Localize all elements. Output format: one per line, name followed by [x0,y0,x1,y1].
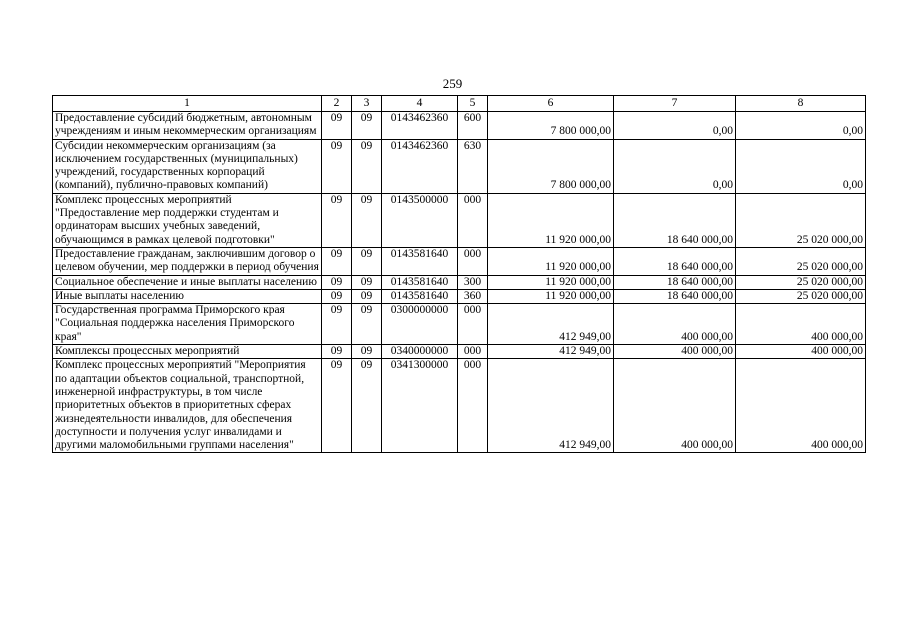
table-row [53,139,866,193]
cell-c5: 000 [458,304,488,345]
cell-c4: 0143462360 [382,112,458,140]
cell-c6: 11 920 000,00 [488,275,614,289]
row-name: Предоставление субсидий бюджетным, автономным учреждениям и иным некоммерческим организациям [53,112,322,140]
cell-c2: 09 [322,275,352,289]
cell-c7: 0,00 [614,139,736,193]
table-row [53,247,866,275]
column-header: 8 [736,96,866,112]
cell-c2: 09 [322,193,352,247]
table-row [53,345,866,359]
cell-c3: 09 [352,289,382,303]
table-row [53,359,866,453]
cell-c2: 09 [322,359,352,453]
row-name: Социальное обеспечение и иные выплаты населению [53,275,322,289]
cell-c4: 0143581640 [382,275,458,289]
cell-c2: 09 [322,112,352,140]
cell-c8: 0,00 [736,112,866,140]
cell-c3: 09 [352,112,382,140]
cell-c3: 09 [352,193,382,247]
cell-c5: 000 [458,193,488,247]
cell-c6: 11 920 000,00 [488,289,614,303]
row-name: Комплекс процессных мероприятий "Мероприятия по адаптации объектов социальной, транспортной, инженерной инфраструктуры, в том числе приоритетных объектов в приоритетных сферах жизнедеятельности инвалидов, для обеспечения доступности и получения услуг инвалидами и другими маломобильными группами населения" [53,359,322,453]
header-row [53,96,866,112]
cell-c6: 11 920 000,00 [488,247,614,275]
cell-c8: 400 000,00 [736,345,866,359]
cell-c6: 412 949,00 [488,359,614,453]
page-number: 259 [442,76,463,91]
cell-c8: 0,00 [736,139,866,193]
cell-c7: 18 640 000,00 [614,275,736,289]
cell-c4: 0300000000 [382,304,458,345]
cell-c8: 400 000,00 [736,359,866,453]
cell-c5: 000 [458,247,488,275]
column-header: 1 [53,96,322,112]
cell-c3: 09 [352,359,382,453]
cell-c2: 09 [322,139,352,193]
cell-c8: 25 020 000,00 [736,247,866,275]
cell-c6: 412 949,00 [488,304,614,345]
column-header: 7 [614,96,736,112]
cell-c3: 09 [352,247,382,275]
cell-c7: 18 640 000,00 [614,193,736,247]
cell-c4: 0143462360 [382,139,458,193]
cell-c4: 0143581640 [382,247,458,275]
cell-c7: 400 000,00 [614,304,736,345]
cell-c7: 400 000,00 [614,359,736,453]
table-row [53,304,866,345]
cell-c4: 0341300000 [382,359,458,453]
cell-c2: 09 [322,304,352,345]
column-header: 5 [458,96,488,112]
cell-c2: 09 [322,345,352,359]
cell-c5: 360 [458,289,488,303]
cell-c3: 09 [352,275,382,289]
table-row [53,289,866,303]
column-header: 3 [352,96,382,112]
cell-c8: 25 020 000,00 [736,275,866,289]
cell-c6: 7 800 000,00 [488,112,614,140]
cell-c7: 400 000,00 [614,345,736,359]
cell-c7: 18 640 000,00 [614,289,736,303]
cell-c3: 09 [352,139,382,193]
row-name: Комплекс процессных мероприятий "Предоставление мер поддержки студентам и ординаторам высших учебных заведений, обучающимся в рамках целевой подготовки" [53,193,322,247]
column-header: 2 [322,96,352,112]
row-name: Комплексы процессных мероприятий [53,345,322,359]
cell-c4: 0143581640 [382,289,458,303]
cell-c6: 412 949,00 [488,345,614,359]
cell-c5: 600 [458,112,488,140]
cell-c3: 09 [352,345,382,359]
cell-c2: 09 [322,289,352,303]
row-name: Государственная программа Приморского края "Социальная поддержка населения Приморского края" [53,304,322,345]
table-row [53,275,866,289]
table-row [53,112,866,140]
cell-c7: 0,00 [614,112,736,140]
cell-c5: 000 [458,345,488,359]
row-name: Субсидии некоммерческим организациям (за исключением государственных (муниципальных) учреждений, государственных корпораций (компаний), публично-правовых компаний) [53,139,322,193]
cell-c5: 300 [458,275,488,289]
cell-c6: 7 800 000,00 [488,139,614,193]
cell-c8: 25 020 000,00 [736,289,866,303]
cell-c5: 000 [458,359,488,453]
column-header: 4 [382,96,458,112]
cell-c3: 09 [352,304,382,345]
budget-table [52,95,866,453]
column-header: 6 [488,96,614,112]
cell-c5: 630 [458,139,488,193]
row-name: Предоставление гражданам, заключившим договор о целевом обучении, мер поддержки в период обучения [53,247,322,275]
cell-c4: 0340000000 [382,345,458,359]
cell-c7: 18 640 000,00 [614,247,736,275]
row-name: Иные выплаты населению [53,289,322,303]
cell-c8: 400 000,00 [736,304,866,345]
cell-c2: 09 [322,247,352,275]
table-row [53,193,866,247]
cell-c6: 11 920 000,00 [488,193,614,247]
cell-c4: 0143500000 [382,193,458,247]
cell-c8: 25 020 000,00 [736,193,866,247]
